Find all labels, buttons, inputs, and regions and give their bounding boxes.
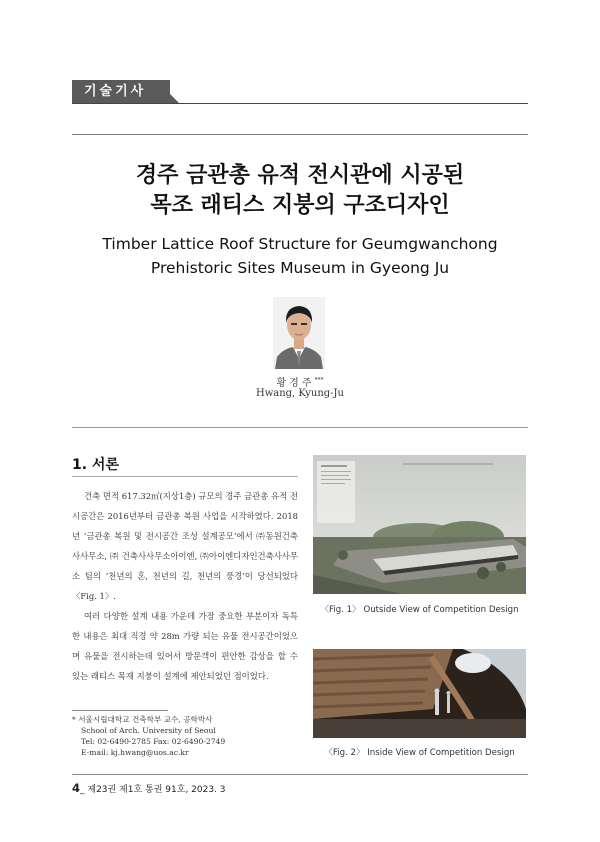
title-ko-line1: 경주 금관총 유적 전시관에 시공된: [135, 163, 465, 188]
paragraph: 건축 면적 617.32㎡(지상1층) 규모의 경주 금관총 유적 전시공간은 2016년부터 금관총 복원 사업을 시작하였다. 2018년 ‘금관총 복원 및 전시공간 조성 설계공모’에서 ㈜동원건축사사무소, ㈜ 건축사사무소아이엔, ㈜아이엔디자인건축사사무소 팀의 ‘천년의 혼, 천년의 길, 천년의 풍경’이 당선되었다〈Fig. 1〉.: [72, 491, 298, 601]
title-en-line2: Prehistoric Sites Museum in Gyeong Ju: [150, 259, 450, 277]
section-tag-label: 기술기사: [84, 84, 147, 99]
page-footer: [72, 781, 226, 795]
footnote-rule: [72, 710, 168, 711]
page-number: 4: [72, 781, 81, 795]
section-tag: [72, 80, 170, 104]
footnote-email: E-mail: kj.hwang@uos.ac.kr: [81, 748, 189, 757]
footnote: [72, 714, 298, 758]
author-photo: [273, 297, 325, 369]
figure-2-image: [313, 649, 526, 738]
header-rule: [72, 103, 528, 104]
figure-1-image: [313, 455, 526, 594]
footer-rule: [72, 774, 528, 775]
author-mark: ***: [314, 376, 324, 384]
author-name-ko: 황경주***: [276, 376, 324, 389]
figure-2-caption: 〈Fig. 2〉 Inside View of Competition Design: [324, 748, 515, 758]
author-name-en: Hwang, Kyung-Ju: [255, 388, 345, 399]
footnote-affiliation-en: School of Arch. University of Seoul: [81, 726, 216, 735]
paragraph: 여러 다양한 설계 내용 가운데 가장 중요한 부분이자 독특한 내용은 최대 직경 약 28m 가량 되는 유물 전시공간이었으며 유물을 전시하는데 있어서 방문객이 편안한 감상을 할 수 있는 래티스 목재 지붕이 설계에 제안되었던 점이었다.: [72, 611, 298, 681]
section-heading-rule: [72, 476, 298, 477]
title-ko-line2: 목조 래티스 지붕의 구조디자인: [150, 193, 450, 218]
title-top-rule: [72, 134, 528, 135]
footnote-affiliation: * 서울시립대학교 건축학부 교수, 공학박사: [72, 715, 213, 724]
journal-info: _ 제23권 제1호 통권 91호, 2023. 3: [80, 785, 226, 795]
title-en-line1: Timber Lattice Roof Structure for Geumgwanchong: [102, 235, 498, 253]
author-rule: [72, 427, 528, 428]
section-heading: 1. 서론: [72, 457, 119, 473]
footnote-phone: Tel: 02-6490-2785 Fax: 02-6490-2749: [81, 737, 226, 746]
figure-1-caption: 〈Fig. 1〉 Outside View of Competition Design: [320, 605, 519, 615]
body-text: [72, 486, 298, 686]
